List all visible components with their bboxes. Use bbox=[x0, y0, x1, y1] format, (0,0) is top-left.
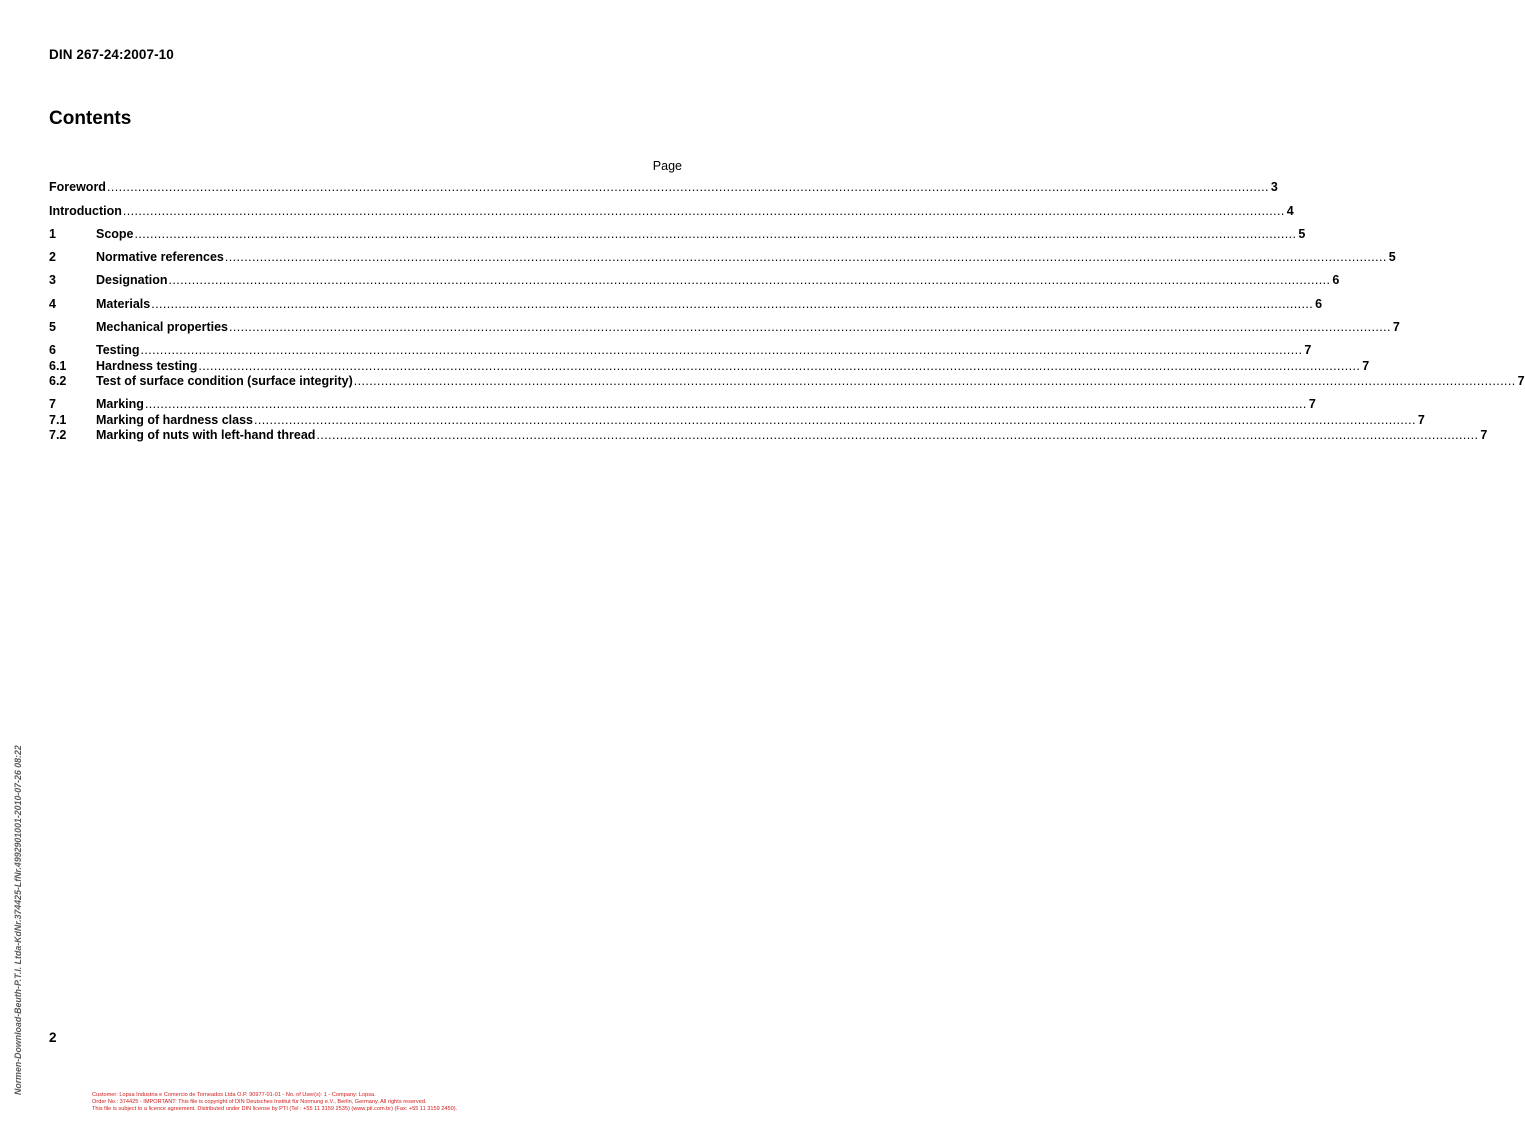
toc-entry-title: Marking of hardness class bbox=[96, 413, 254, 427]
toc-entry-number: 6.1 bbox=[49, 359, 67, 373]
download-watermark: Normen-Download-Beuth-P.T.I. Ltda-KdNr.374425-LfNr.4992901001-2010-07-26 08:22 bbox=[13, 745, 23, 1095]
toc-entry-number: 1 bbox=[49, 227, 56, 241]
toc-entry[interactable] bbox=[49, 359, 1370, 374]
toc-entry-number: 7.2 bbox=[49, 428, 67, 442]
toc-entry-page: 7 bbox=[1517, 374, 1525, 388]
footer-line-3: This file is subject to a licence agreement. Distributed under DIN license by PTI (Tel : +55 11 3159 2535) (www.pti.com.br) (Fax: +55 11 3159 2450). bbox=[92, 1105, 458, 1112]
toc-entry[interactable] bbox=[49, 204, 1294, 219]
footer-line-1: Customer: Lopsa Industria e Comercio de Torneados Ltda O.P. 90977-01-01 - No. of User(s): 1 - Company: Lopsa. bbox=[92, 1092, 376, 1098]
toc-dot-leader: ............................................................................................................................................................................................................................................................................................................ bbox=[106, 180, 1269, 194]
toc-entry-number: 6.2 bbox=[49, 374, 67, 388]
toc-entry[interactable] bbox=[49, 428, 1488, 443]
toc-entry-title: Normative references bbox=[96, 250, 224, 264]
toc-entry-number: 7.1 bbox=[49, 413, 67, 427]
toc-entry-number: 6 bbox=[49, 343, 56, 357]
toc-entry-number: 3 bbox=[49, 273, 56, 287]
toc-dot-leader: ............................................................................................................................................................................................................................................................................................................ bbox=[151, 297, 1314, 311]
toc-dot-leader: ............................................................................................................................................................................................................................................................................................................ bbox=[140, 343, 1303, 357]
toc-entry-title: Testing bbox=[96, 343, 140, 357]
toc-entry-page: 4 bbox=[1286, 204, 1294, 218]
toc-entry[interactable] bbox=[49, 227, 1306, 242]
toc-entry[interactable] bbox=[49, 250, 1396, 265]
toc-dot-leader: ............................................................................................................................................................................................................................................................................................................ bbox=[122, 204, 1285, 218]
toc-entry-title: Hardness testing bbox=[96, 359, 198, 373]
toc-dot-leader: ............................................................................................................................................................................................................................................................................................................ bbox=[168, 273, 1331, 287]
toc-entry-title: Designation bbox=[96, 273, 168, 287]
toc-entry-page: 7 bbox=[1308, 397, 1316, 411]
toc-dot-leader: ............................................................................................................................................................................................................................................................................................................ bbox=[144, 397, 1307, 411]
page-number: 2 bbox=[49, 1030, 57, 1045]
toc-dot-leader: ............................................................................................................................................................................................................................................................................................................ bbox=[353, 374, 1516, 388]
toc-entry-page: 6 bbox=[1315, 297, 1323, 311]
toc-entry-title: Foreword bbox=[49, 180, 106, 194]
page-column-label: Page bbox=[652, 159, 682, 173]
toc-entry-title: Test of surface condition (surface integrity) bbox=[96, 374, 353, 388]
toc-entry[interactable] bbox=[49, 273, 1340, 288]
document-id: DIN 267-24:2007-10 bbox=[49, 47, 174, 62]
toc-dot-leader: ............................................................................................................................................................................................................................................................................................................ bbox=[229, 320, 1391, 334]
toc-entry-page: 7 bbox=[1362, 359, 1370, 373]
toc-entry-number: 4 bbox=[49, 297, 56, 311]
toc-entry-title: Introduction bbox=[49, 204, 122, 218]
toc-dot-leader: ............................................................................................................................................................................................................................................................................................................ bbox=[198, 359, 1361, 373]
toc-entry[interactable] bbox=[49, 397, 1316, 412]
toc-entry[interactable] bbox=[49, 343, 1312, 358]
toc-entry-number: 5 bbox=[49, 320, 56, 334]
toc-dot-leader: ............................................................................................................................................................................................................................................................................................................ bbox=[254, 413, 1416, 427]
toc-entry[interactable] bbox=[49, 297, 1323, 312]
toc-entry-title: Marking of nuts with left-hand thread bbox=[96, 428, 316, 442]
toc-entry-page: 7 bbox=[1480, 428, 1488, 442]
toc-entry-page: 5 bbox=[1298, 227, 1306, 241]
license-footer bbox=[92, 1092, 457, 1112]
toc-dot-leader: ............................................................................................................................................................................................................................................................................................................ bbox=[224, 250, 1387, 264]
toc-entry-page: 7 bbox=[1417, 413, 1425, 427]
toc-entry-title: Materials bbox=[96, 297, 151, 311]
toc-entry[interactable] bbox=[49, 320, 1400, 335]
toc-entry[interactable] bbox=[49, 413, 1425, 428]
toc-entry-title: Mechanical properties bbox=[96, 320, 228, 334]
toc-entry-number: 2 bbox=[49, 250, 56, 264]
toc-entry[interactable] bbox=[49, 180, 1278, 195]
toc-dot-leader: ............................................................................................................................................................................................................................................................................................................ bbox=[134, 227, 1297, 241]
toc-entry-title: Scope bbox=[96, 227, 134, 241]
toc-entry-number: 7 bbox=[49, 397, 56, 411]
toc-dot-leader: ............................................................................................................................................................................................................................................................................................................ bbox=[316, 428, 1479, 442]
page-title: Contents bbox=[49, 108, 132, 129]
toc-entry-page: 5 bbox=[1388, 250, 1396, 264]
toc-entry-title: Marking bbox=[96, 397, 144, 411]
footer-line-2: Order No.: 374425 - IMPORTANT: This file is copyright of DIN Deutsches Institut für Normung e.V., Berlin, Germany. All rights reserved. bbox=[92, 1098, 427, 1105]
toc-entry[interactable] bbox=[49, 374, 1525, 389]
toc-entry-page: 7 bbox=[1392, 320, 1400, 334]
toc-entry-page: 7 bbox=[1304, 343, 1312, 357]
toc-entry-page: 3 bbox=[1270, 180, 1278, 194]
toc-entry-page: 6 bbox=[1332, 273, 1340, 287]
